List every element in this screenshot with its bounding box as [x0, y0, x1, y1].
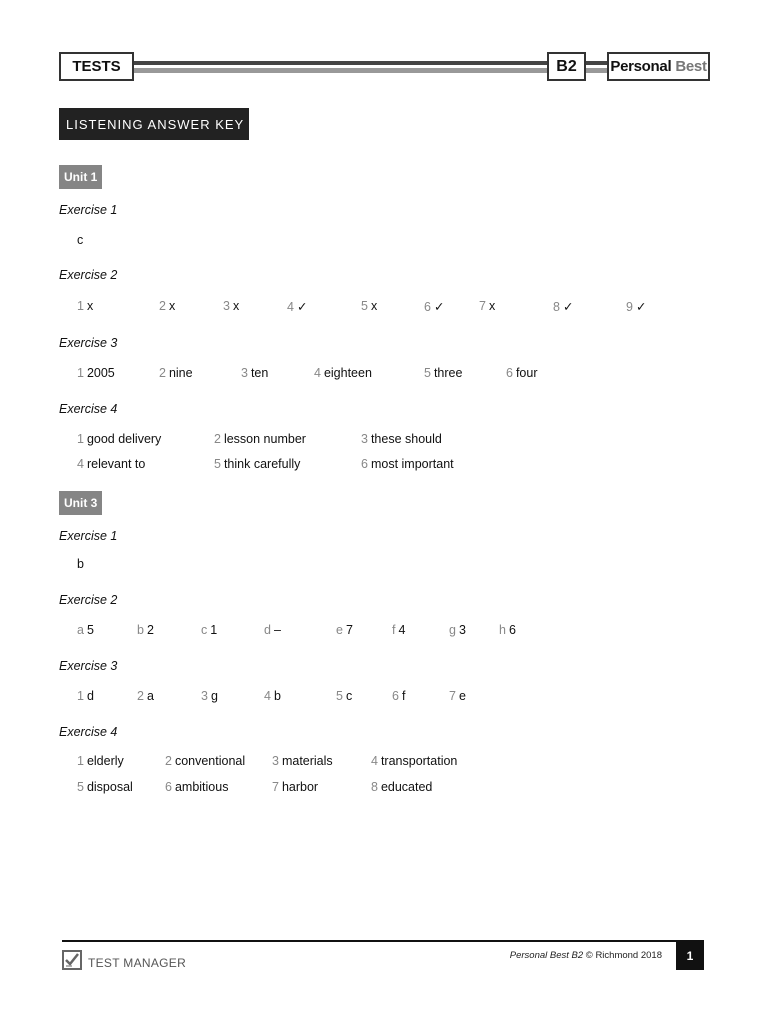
answer-text: good delivery — [86, 432, 162, 446]
answer-number: 1 — [77, 299, 84, 313]
answer-item — [77, 689, 94, 703]
answer-text: ✓ — [296, 300, 308, 314]
answer-item — [449, 689, 466, 703]
header-bar-dark-right — [586, 61, 607, 65]
unit1-exercise4-label: Exercise 4 — [59, 402, 118, 416]
brand-personal: Personal — [610, 58, 672, 75]
answer-item — [137, 689, 154, 703]
answer-number: 3 — [272, 754, 279, 768]
answer-item — [264, 689, 281, 703]
answer-text: d — [86, 689, 94, 703]
answer-text: x — [370, 299, 378, 313]
answer-item — [371, 754, 457, 768]
answer-text: three — [433, 366, 463, 380]
answer-text: 1 — [210, 623, 218, 637]
unit-1-badge: Unit 1 — [59, 165, 102, 189]
page-number: 1 — [676, 942, 704, 970]
test-manager-logo — [62, 950, 186, 975]
header-bar-light — [134, 68, 547, 73]
answer-number: 1 — [77, 689, 84, 703]
answer-letter: c — [201, 623, 208, 637]
answer-item — [214, 432, 306, 446]
answer-item — [214, 457, 300, 471]
answer-number: 4 — [314, 366, 321, 380]
answer-text: x — [232, 299, 240, 313]
answer-number: 1 — [77, 366, 84, 380]
answer-item — [336, 623, 353, 637]
level-label: B2 — [547, 52, 586, 81]
footer-divider — [62, 940, 704, 942]
answer-item — [159, 299, 175, 313]
answer-number: 2 — [165, 754, 172, 768]
answer-item — [272, 780, 318, 794]
answer-text: transportation — [380, 754, 458, 768]
answer-item — [499, 623, 516, 637]
answer-number: 2 — [159, 366, 166, 380]
header-bar-light-right — [586, 68, 607, 73]
answer-text: eighteen — [323, 366, 372, 380]
page-title: LISTENING ANSWER KEY — [59, 108, 249, 140]
answer-item — [159, 366, 193, 380]
answer-number: 4 — [371, 754, 378, 768]
unit1-exercise3-label: Exercise 3 — [59, 336, 118, 350]
answer-item — [361, 457, 454, 471]
answer-text: 5 — [86, 623, 94, 637]
answer-text: c — [77, 233, 84, 247]
answer-number: 6 — [165, 780, 172, 794]
answer-letter: h — [499, 623, 506, 637]
answer-item — [314, 366, 372, 380]
answer-item — [77, 366, 115, 380]
unit3-ex1-answer — [77, 557, 84, 571]
answer-text: x — [86, 299, 94, 313]
unit-3-badge: Unit 3 — [59, 491, 102, 515]
test-manager-label: TEST MANAGER — [88, 955, 187, 970]
answer-number: 9 — [626, 300, 633, 314]
answer-number: 6 — [506, 366, 513, 380]
tests-label: TESTS — [59, 52, 134, 81]
header-bar-dark — [134, 61, 547, 65]
answer-item — [424, 366, 462, 380]
answer-text: b — [273, 689, 281, 703]
answer-text: – — [273, 623, 281, 637]
answer-number: 2 — [159, 299, 166, 313]
answer-text: 2005 — [86, 366, 115, 380]
answer-text: these should — [370, 432, 442, 446]
answer-item — [77, 754, 124, 768]
answer-letter: b — [137, 623, 144, 637]
answer-number: 6 — [361, 457, 368, 471]
answer-text: disposal — [86, 780, 133, 794]
answer-number: 7 — [479, 299, 486, 313]
answer-number: 3 — [361, 432, 368, 446]
answer-text: ✓ — [562, 300, 574, 314]
unit3-exercise3-label: Exercise 3 — [59, 659, 118, 673]
answer-item — [626, 299, 646, 314]
answer-item — [553, 299, 573, 314]
answer-letter: e — [336, 623, 343, 637]
answer-text: b — [77, 557, 84, 571]
answer-number: 4 — [77, 457, 84, 471]
answer-text: materials — [281, 754, 333, 768]
answer-text: x — [168, 299, 176, 313]
answer-text: a — [146, 689, 154, 703]
answer-text: four — [515, 366, 538, 380]
answer-item — [449, 623, 466, 637]
unit3-exercise1-label: Exercise 1 — [59, 529, 118, 543]
answer-item — [201, 689, 218, 703]
answer-number: 6 — [392, 689, 399, 703]
answer-number: 2 — [137, 689, 144, 703]
answer-item — [479, 299, 495, 313]
answer-text: nine — [168, 366, 193, 380]
answer-number: 2 — [214, 432, 221, 446]
answer-text: ✓ — [635, 300, 647, 314]
answer-text: 7 — [345, 623, 353, 637]
answer-number: 5 — [336, 689, 343, 703]
answer-number: 4 — [264, 689, 271, 703]
answer-letter: f — [392, 623, 396, 637]
answer-item — [77, 432, 161, 446]
answer-item — [241, 366, 268, 380]
brand-logo — [607, 52, 710, 81]
answer-text: think carefully — [223, 457, 301, 471]
answer-item — [287, 299, 307, 314]
copyright-text — [510, 950, 662, 961]
answer-number: 7 — [449, 689, 456, 703]
answer-text: 3 — [458, 623, 466, 637]
answer-item — [264, 623, 281, 637]
answer-number: 3 — [201, 689, 208, 703]
answer-item — [77, 299, 93, 313]
answer-text: educated — [380, 780, 433, 794]
brand-best: Best — [675, 58, 707, 75]
answer-text: relevant to — [86, 457, 146, 471]
answer-text: g — [210, 689, 218, 703]
answer-text: ✓ — [433, 300, 445, 314]
answer-text: f — [401, 689, 406, 703]
answer-item — [77, 457, 145, 471]
answer-number: 5 — [214, 457, 221, 471]
unit1-exercise2-label: Exercise 2 — [59, 268, 118, 282]
answer-number: 5 — [361, 299, 368, 313]
unit3-exercise4-label: Exercise 4 — [59, 725, 118, 739]
answer-text: e — [458, 689, 466, 703]
answer-text: 6 — [508, 623, 516, 637]
answer-text: ten — [250, 366, 269, 380]
answer-number: 5 — [424, 366, 431, 380]
answer-item — [223, 299, 239, 313]
answer-number: 1 — [77, 754, 84, 768]
answer-item — [361, 299, 377, 313]
answer-letter: a — [77, 623, 84, 637]
test-manager-logo-icon — [62, 950, 82, 975]
answer-text: x — [488, 299, 496, 313]
answer-number: 5 — [77, 780, 84, 794]
answer-number: 4 — [287, 300, 294, 314]
unit1-ex1-answer — [77, 233, 83, 247]
answer-item — [77, 780, 133, 794]
answer-text: ambitious — [174, 780, 229, 794]
answer-item — [371, 780, 432, 794]
answer-number: 6 — [424, 300, 431, 314]
answer-text: lesson number — [223, 432, 306, 446]
answer-item — [77, 623, 94, 637]
unit1-exercise1-label: Exercise 1 — [59, 203, 118, 217]
answer-item — [392, 623, 405, 637]
answer-text: elderly — [86, 754, 124, 768]
answer-text: c — [345, 689, 353, 703]
answer-item — [336, 689, 352, 703]
copyright-title: Personal Best B2 — [509, 950, 584, 961]
answer-number: 3 — [241, 366, 248, 380]
answer-number: 8 — [553, 300, 560, 314]
copyright-rest: © Richmond 2018 — [583, 950, 662, 961]
answer-letter: d — [264, 623, 271, 637]
answer-item — [506, 366, 538, 380]
answer-item — [424, 299, 444, 314]
answer-text: 4 — [398, 623, 406, 637]
answer-number: 1 — [77, 432, 84, 446]
answer-letter: g — [449, 623, 456, 637]
answer-number: 7 — [272, 780, 279, 794]
answer-text: harbor — [281, 780, 319, 794]
answer-item — [137, 623, 154, 637]
answer-item — [201, 623, 217, 637]
answer-text: most important — [370, 457, 454, 471]
unit3-exercise2-label: Exercise 2 — [59, 593, 118, 607]
answer-item — [272, 754, 333, 768]
answer-item — [165, 754, 245, 768]
answer-number: 8 — [371, 780, 378, 794]
answer-item — [361, 432, 442, 446]
answer-number: 3 — [223, 299, 230, 313]
answer-item — [392, 689, 405, 703]
answer-item — [165, 780, 228, 794]
answer-text: conventional — [174, 754, 246, 768]
answer-text: 2 — [146, 623, 154, 637]
